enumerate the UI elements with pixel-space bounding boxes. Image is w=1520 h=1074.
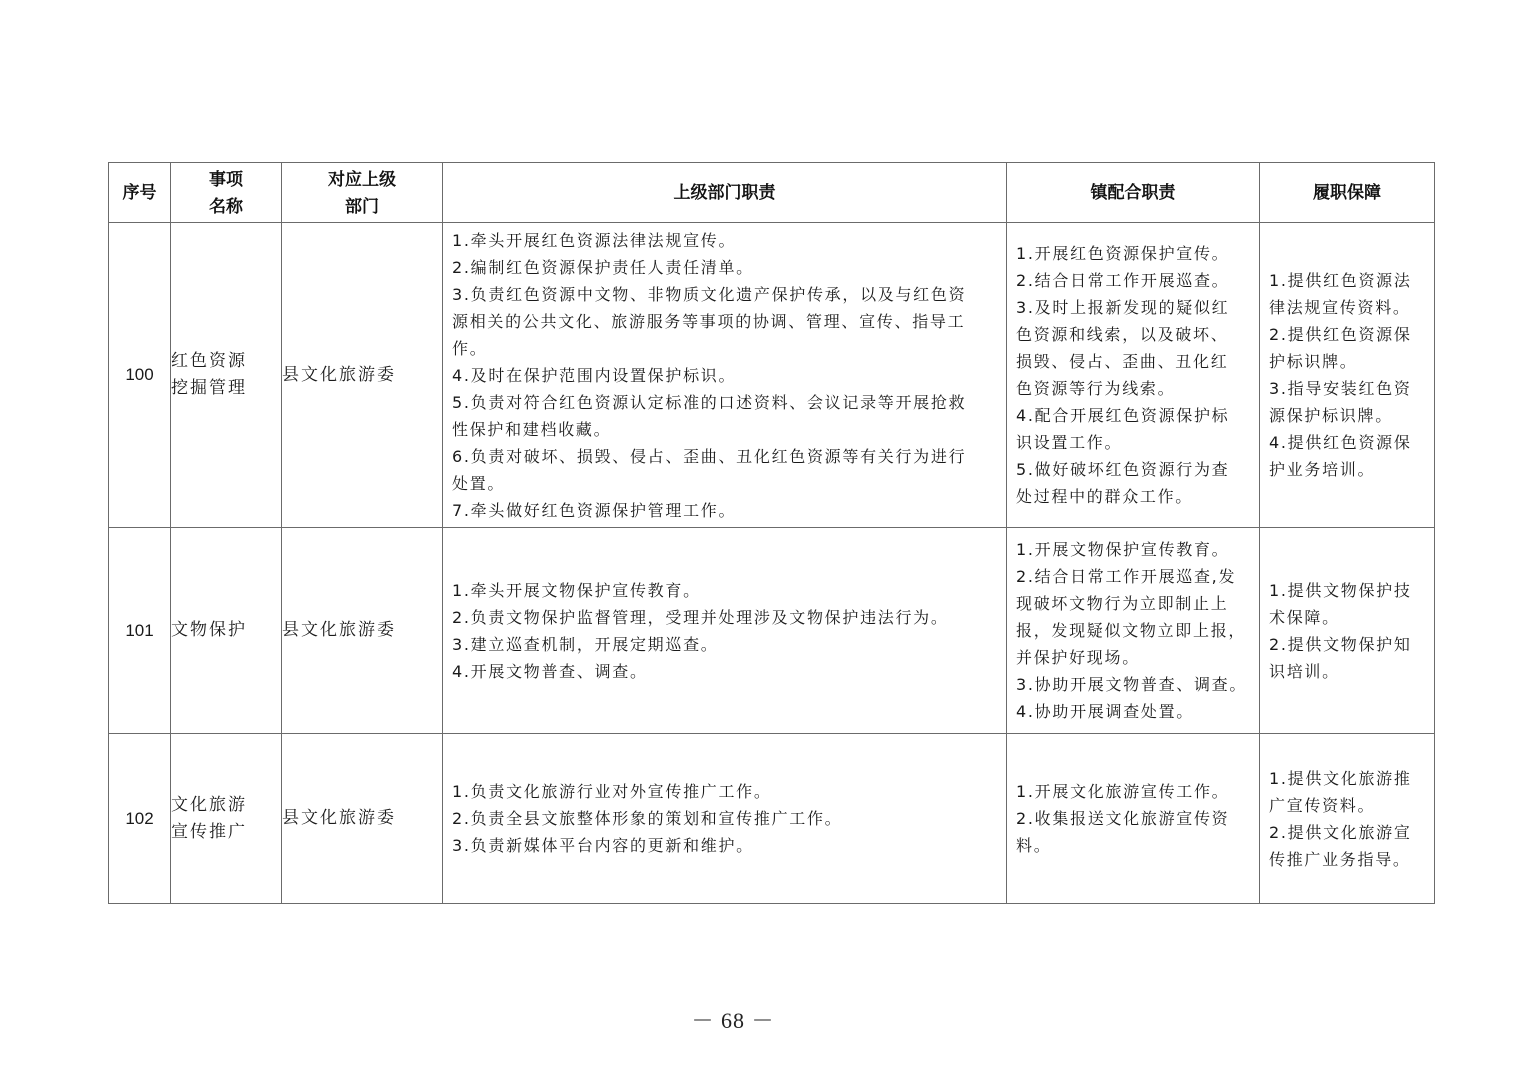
- guarantee-line: 1.提供文物保护技: [1269, 580, 1412, 600]
- town-duty-line: 1.开展红色资源保护宣传。: [1016, 244, 1230, 263]
- town-duty-line: 损毁、侵占、歪曲、丑化红: [1016, 352, 1229, 371]
- cell-town-duty: [1007, 528, 1260, 734]
- cell-upper-duty: [443, 734, 1007, 904]
- guarantee-line: 3.指导安装红色资: [1269, 379, 1412, 398]
- table-body: [109, 223, 1435, 904]
- cell-seq: 101: [109, 528, 171, 734]
- guarantee-line: 4.提供红色资源保: [1269, 433, 1412, 452]
- town-duty-line: 3.协助开展文物普查、调查。: [1016, 675, 1248, 694]
- town-duty-line: 处过程中的群众工作。: [1016, 487, 1194, 506]
- cell-seq: 102: [109, 734, 171, 904]
- guarantee-line: 传推广业务指导。: [1269, 849, 1411, 869]
- cell-guarantee: [1260, 223, 1435, 528]
- upper-duty-line: 4.开展文物普查、调查。: [452, 661, 648, 681]
- town-duty-line: 2.收集报送文化旅游宣传资: [1016, 809, 1230, 828]
- table-row: [109, 223, 1435, 528]
- cell-upper-dept: 县文化旅游委: [282, 528, 443, 734]
- upper-duty-line: 6.负责对破坏、损毁、侵占、歪曲、丑化红色资源等有关行为进行: [452, 446, 967, 466]
- header-upper-dept: 对应上级 部门: [282, 163, 443, 223]
- cell-item-name: [171, 223, 282, 528]
- guarantee-line: 2.提供文物保护知: [1269, 634, 1412, 654]
- cell-item-name: [171, 528, 282, 734]
- town-duty-line: 5.做好破坏红色资源行为查: [1016, 460, 1230, 479]
- table-header-row: [109, 163, 1435, 223]
- duty-table: [108, 162, 1435, 904]
- town-duty-line: 并保护好现场。: [1016, 648, 1140, 667]
- cell-guarantee: [1260, 528, 1435, 734]
- item-name-line: 红色资源: [171, 351, 247, 371]
- header-seq: 序号: [109, 163, 171, 223]
- cell-item-name: [171, 734, 282, 904]
- header-upper-duty: 上级部门职责: [443, 163, 1007, 223]
- guarantee-line: 术保障。: [1269, 607, 1340, 627]
- cell-upper-duty: [443, 223, 1007, 528]
- town-duty-line: 3.及时上报新发现的疑似红: [1016, 298, 1230, 317]
- cell-upper-duty: [443, 528, 1007, 734]
- guarantee-line: 护标识牌。: [1269, 352, 1358, 371]
- upper-duty-line: 3.建立巡查机制，开展定期巡查。: [452, 634, 719, 654]
- town-duty-line: 2.结合日常工作开展巡查,发: [1016, 567, 1237, 586]
- upper-duty-line: 1.负责文化旅游行业对外宣传推广工作。: [452, 782, 772, 801]
- upper-duty-line: 2.负责全县文旅整体形象的策划和宣传推广工作。: [452, 809, 843, 828]
- town-duty-line: 4.协助开展调查处置。: [1016, 702, 1194, 721]
- upper-duty-line: 处置。: [452, 473, 506, 493]
- cell-seq: 100: [109, 223, 171, 528]
- upper-duty-line: 3.负责新媒体平台内容的更新和维护。: [452, 836, 754, 855]
- town-duty-line: 1.开展文物保护宣传教育。: [1016, 540, 1230, 559]
- item-name-line: 文物保护: [171, 620, 247, 640]
- header-guarantee: 履职保障: [1260, 163, 1435, 223]
- upper-duty-line: 1.牵头开展红色资源法律法规宣传。: [452, 230, 737, 250]
- header-item-name: 事项 名称: [171, 163, 282, 223]
- guarantee-line: 护业务培训。: [1269, 460, 1376, 479]
- table-row: [109, 528, 1435, 734]
- upper-duty-line: 源相关的公共文化、旅游服务等事项的协调、管理、宣传、指导工: [452, 311, 966, 331]
- upper-duty-line: 3.负责红色资源中文物、非物质文化遗产保护传承，以及与红色资: [452, 284, 967, 304]
- upper-duty-line: 性保护和建档收藏。: [452, 419, 612, 439]
- town-duty-line: 识设置工作。: [1016, 433, 1123, 452]
- upper-duty-line: 4.及时在保护范围内设置保护标识。: [452, 365, 737, 385]
- town-duty-line: 色资源等行为线索。: [1016, 379, 1176, 398]
- item-name-line: 挖掘管理: [171, 378, 247, 398]
- town-duty-line: 报，发现疑似文物立即上报，: [1016, 621, 1247, 640]
- header-town-duty: 镇配合职责: [1007, 163, 1260, 223]
- guarantee-line: 广宣传资料。: [1269, 795, 1376, 815]
- guarantee-line: 1.提供红色资源法: [1269, 271, 1412, 290]
- upper-duty-line: 2.负责文物保护监督管理，受理并处理涉及文物保护违法行为。: [452, 607, 949, 627]
- town-duty-line: 1.开展文化旅游宣传工作。: [1016, 782, 1230, 801]
- town-duty-line: 2.结合日常工作开展巡查。: [1016, 271, 1230, 290]
- upper-duty-line: 作。: [452, 338, 488, 358]
- town-duty-line: 现破坏文物行为立即制止上: [1016, 594, 1229, 613]
- page-number: － 68 －: [691, 1008, 775, 1033]
- guarantee-line: 2.提供文化旅游宣: [1269, 822, 1412, 842]
- item-name-line: 宣传推广: [171, 821, 247, 842]
- guarantee-line: 源保护标识牌。: [1269, 406, 1393, 425]
- town-duty-line: 色资源和线索，以及破坏、: [1016, 325, 1229, 344]
- upper-duty-line: 7.牵头做好红色资源保护管理工作。: [452, 500, 737, 520]
- cell-upper-dept: 县文化旅游委: [282, 734, 443, 904]
- town-duty-line: 料。: [1016, 836, 1052, 855]
- cell-town-duty: [1007, 223, 1260, 528]
- cell-town-duty: [1007, 734, 1260, 904]
- upper-duty-line: 1.牵头开展文物保护宣传教育。: [452, 580, 701, 600]
- guarantee-line: 识培训。: [1269, 661, 1340, 681]
- town-duty-line: 4.配合开展红色资源保护标: [1016, 406, 1230, 425]
- upper-duty-line: 5.负责对符合红色资源认定标准的口述资料、会议记录等开展抢救: [452, 392, 967, 412]
- item-name-line: 文化旅游: [171, 794, 247, 815]
- cell-guarantee: [1260, 734, 1435, 904]
- guarantee-line: 律法规宣传资料。: [1269, 298, 1411, 317]
- guarantee-line: 2.提供红色资源保: [1269, 325, 1412, 344]
- upper-duty-line: 2.编制红色资源保护责任人责任清单。: [452, 257, 754, 277]
- guarantee-line: 1.提供文化旅游推: [1269, 768, 1412, 788]
- table-row: [109, 734, 1435, 904]
- cell-upper-dept: 县文化旅游委: [282, 223, 443, 528]
